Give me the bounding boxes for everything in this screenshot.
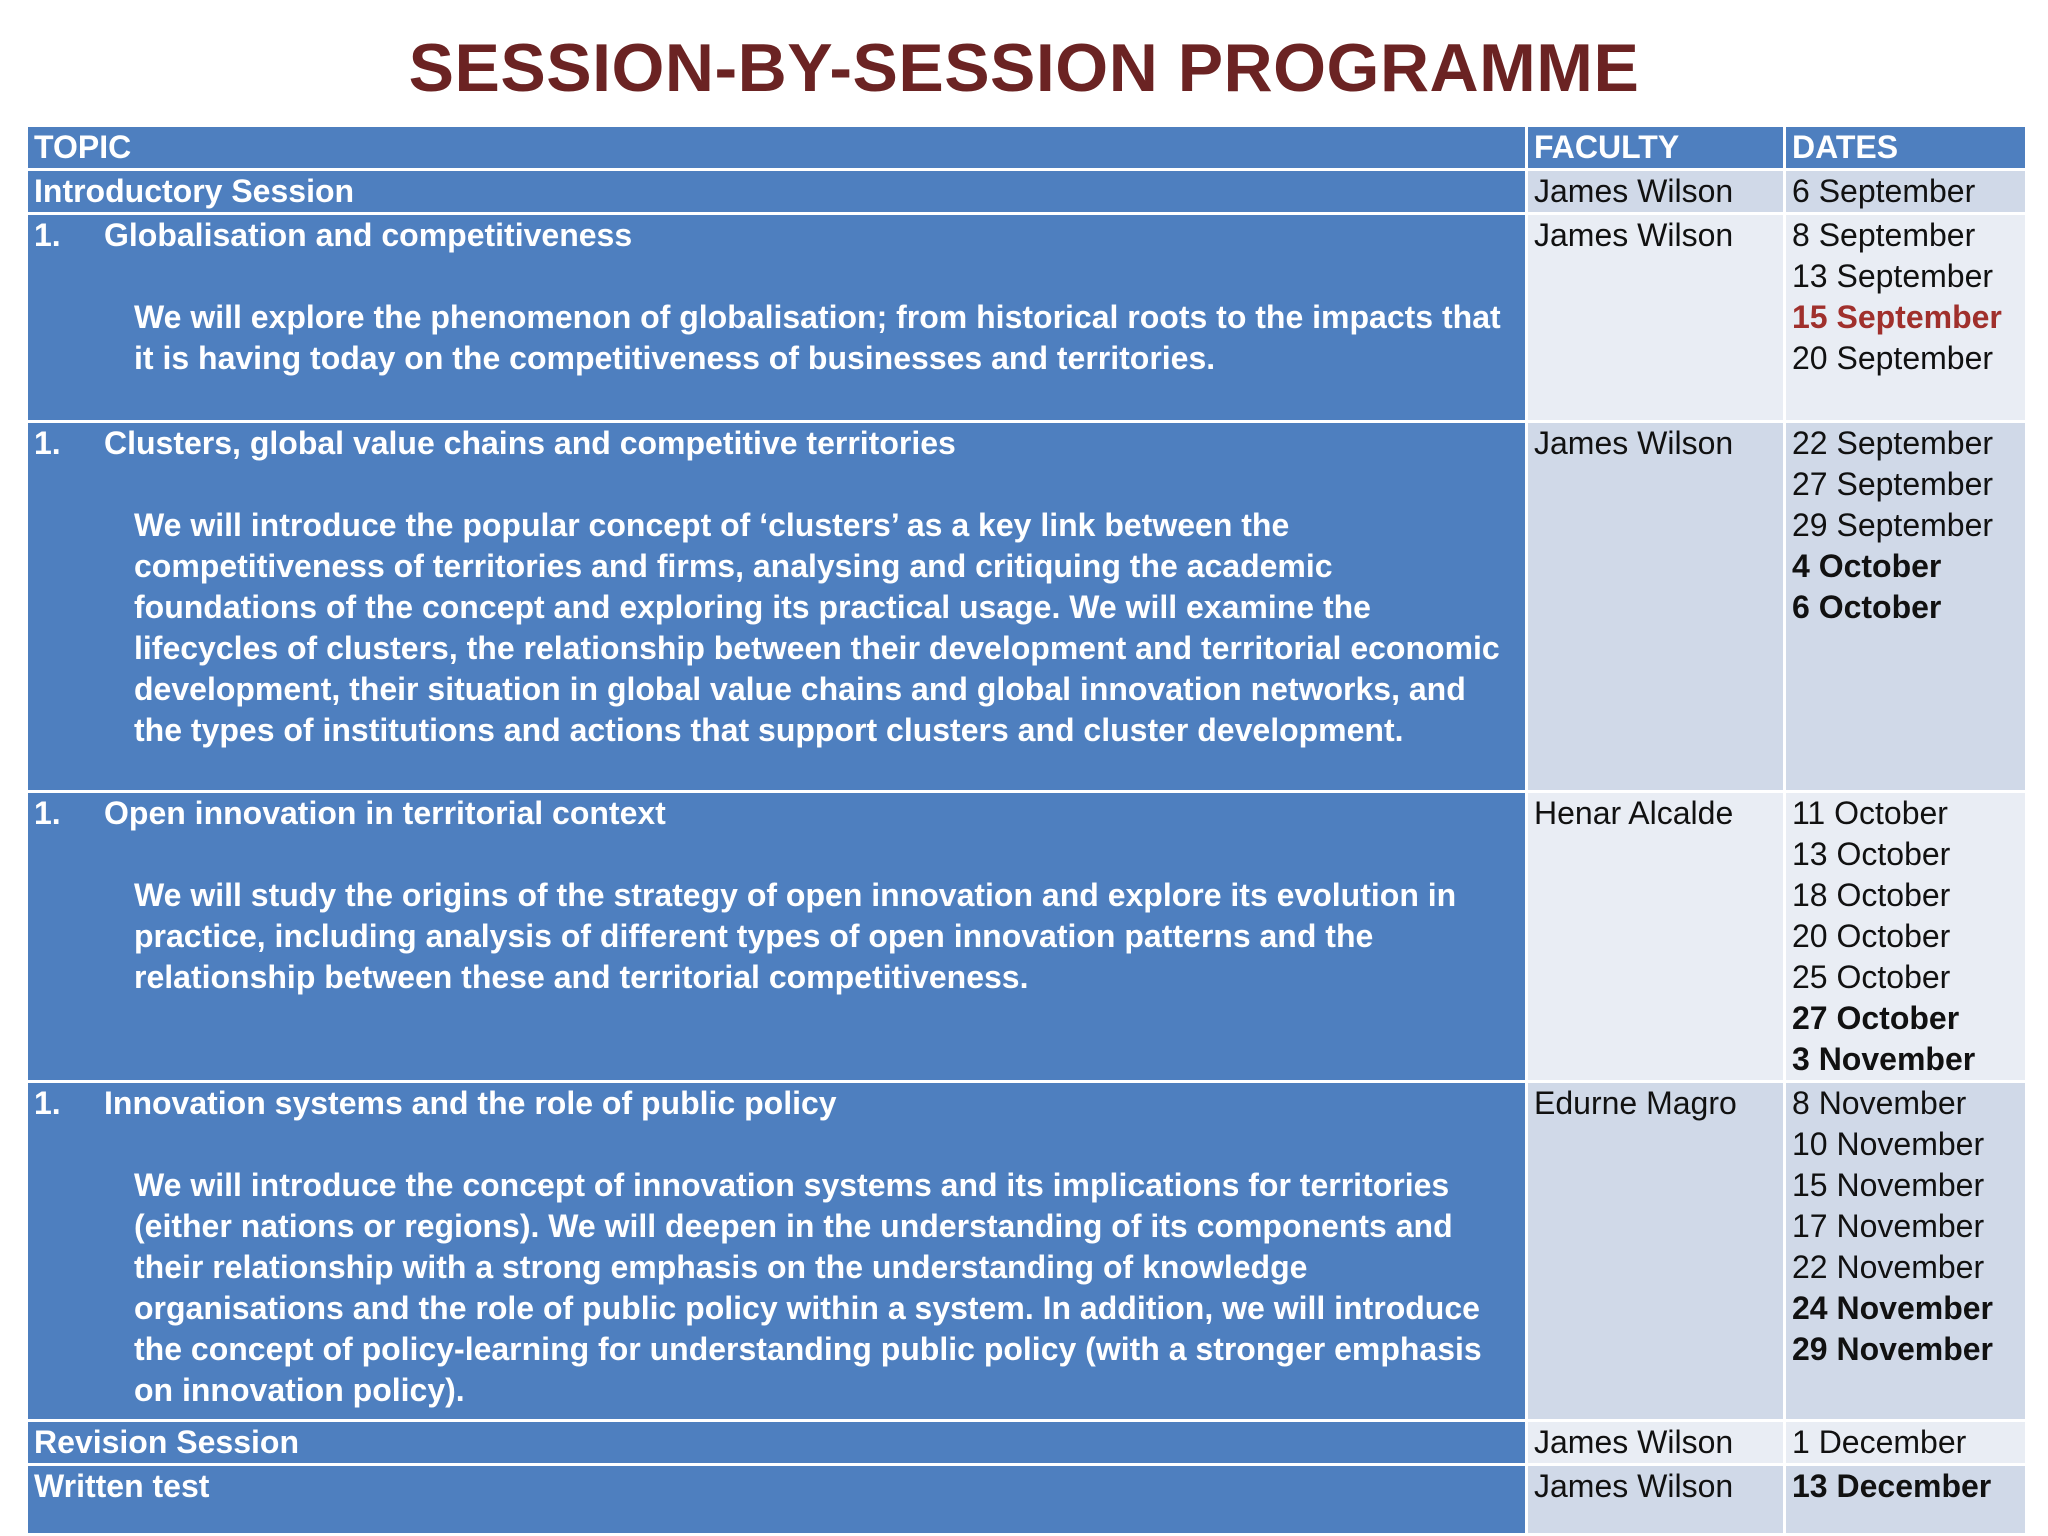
topic-title: Revision Session [34,1424,299,1460]
faculty-cell: James Wilson [1527,1421,1785,1465]
date-entry: 20 October [1792,918,1951,954]
table-row [27,1082,2027,1421]
column-header-dates: DATES [1785,126,2027,170]
faculty-cell: James Wilson [1527,422,1785,792]
date-entry: 22 September [1792,425,1994,461]
date-entry: 29 September [1792,507,1994,543]
date-entry: 20 September [1792,340,1994,376]
faculty-cell: James Wilson [1527,214,1785,422]
table-row [27,1465,2027,1535]
table-row [27,1421,2027,1465]
programme-table [25,124,2028,1536]
topic-title: Globalisation and competitiveness [104,217,633,253]
dates-cell [1785,422,2027,792]
date-entry: 13 October [1792,836,1951,872]
topic-description: We will study the origins of the strategy of open innovation and explore its evolution in practice, including analysis of different types of open innovation patterns and the relationship between these and territorial competitiveness. [134,877,1457,995]
date-entry: 10 November [1792,1126,1985,1162]
table-row [27,170,2027,214]
date-entry: 17 November [1792,1208,1985,1244]
topic-title: Clusters, global value chains and competitive territories [104,425,956,461]
topic-cell [27,170,1527,214]
date-entry-bold: 6 October [1792,589,1942,625]
topic-number: 1. [34,217,61,253]
table-row [27,422,2027,792]
date-entry: 11 October [1792,795,1948,831]
date-entry-bold: 29 November [1792,1331,1993,1367]
date-entry: 1 December [1792,1424,1967,1460]
table-header-row [27,126,2027,170]
dates-cell [1785,1082,2027,1421]
dates-cell [1785,1465,2027,1535]
dates-cell [1785,170,2027,214]
topic-number: 1. [34,425,61,461]
date-entry-bold: 3 November [1792,1041,1976,1077]
column-header-faculty: FACULTY [1527,126,1785,170]
dates-cell [1785,1421,2027,1465]
date-entry: 18 October [1792,877,1951,913]
faculty-cell: Edurne Magro [1527,1082,1785,1421]
date-entry: 8 November [1792,1085,1967,1121]
topic-cell [27,792,1527,1082]
date-entry-bold: 13 December [1792,1468,1992,1504]
date-entry-bold: 4 October [1792,548,1942,584]
date-entry: 15 November [1792,1167,1985,1203]
topic-description: We will introduce the concept of innovation systems and its implications for territories (either nations or regions). We will deepen in the understanding of its components and their relationship with a strong emphasis on the understanding of knowledge organisations and the role of public policy within a system. In addition, we will introduce the concept of policy-learning for understanding public policy (with a stronger emphasis on innovation policy). [134,1167,1482,1408]
page-title: SESSION-BY-SESSION PROGRAMME [408,30,1640,106]
topic-cell [27,422,1527,792]
dates-cell [1785,792,2027,1082]
date-entry: 25 October [1792,959,1951,995]
date-entry: 13 September [1792,258,1994,294]
date-entry: 22 November [1792,1249,1985,1285]
dates-cell [1785,214,2027,422]
table-row [27,792,2027,1082]
topic-cell [27,1421,1527,1465]
topic-title: Innovation systems and the role of public policy [104,1085,837,1121]
topic-description: We will explore the phenomenon of globalisation; from historical roots to the impacts that it is having today on the competitiveness of businesses and territories. [134,299,1501,376]
topic-title: Introductory Session [34,173,355,209]
date-entry: 8 September [1792,217,1976,253]
topic-cell [27,1465,1527,1535]
topic-title: Written test [34,1468,210,1504]
topic-cell [27,1082,1527,1421]
column-header-topic: TOPIC [27,126,1527,170]
topic-number: 1. [34,1085,61,1121]
faculty-cell: James Wilson [1527,170,1785,214]
topic-description: We will introduce the popular concept of ‘clusters’ as a key link between the competitiveness of territories and firms, analysing and critiquing the academic foundations of the concept and exploring its practical usage. We will examine the lifecycles of clusters, the relationship between their development and territorial economic development, their situation in global value chains and global innovation networks, and the types of institutions and actions that support clusters and cluster development. [134,507,1500,748]
date-entry: 6 September [1792,173,1976,209]
topic-number: 1. [34,795,61,831]
faculty-cell: James Wilson [1527,1465,1785,1535]
date-entry-bold: 27 October [1792,1000,1960,1036]
date-entry: 27 September [1792,466,1994,502]
topic-cell [27,214,1527,422]
date-entry-highlighted: 15 September [1792,299,2002,335]
topic-title: Open innovation in territorial context [104,795,666,831]
table-row [27,214,2027,422]
date-entry-bold: 24 November [1792,1290,1993,1326]
faculty-cell: Henar Alcalde [1527,792,1785,1082]
